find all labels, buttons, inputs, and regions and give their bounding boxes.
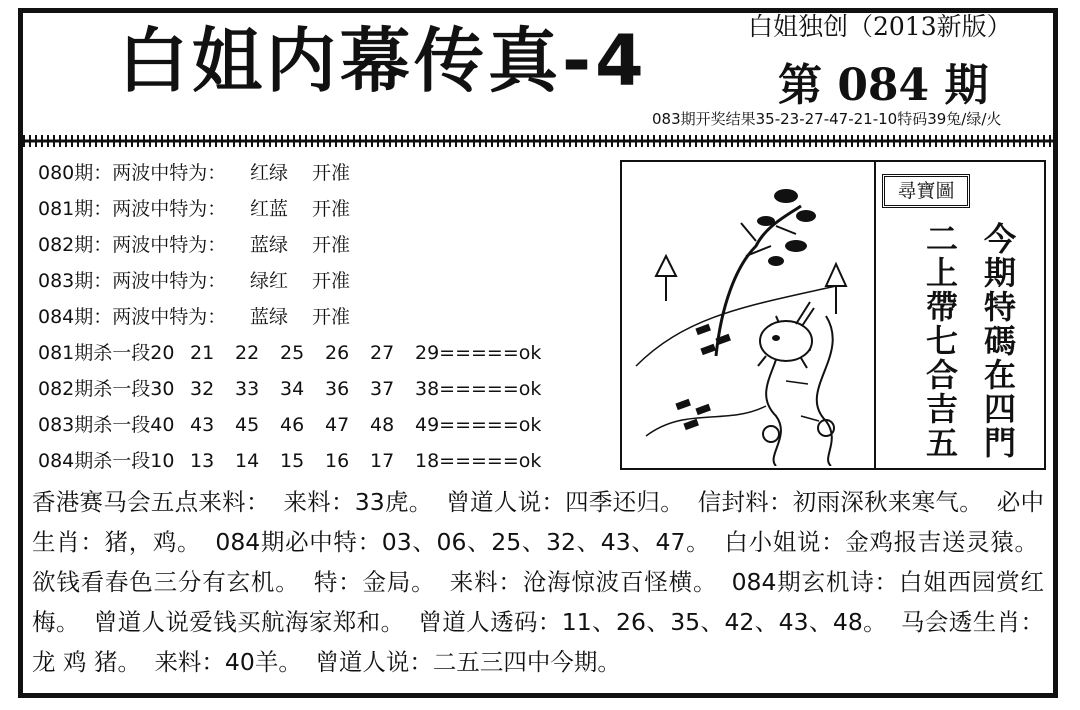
picture-divider <box>874 160 876 470</box>
history-list <box>38 158 608 482</box>
list-item: 082期杀一段30 32 33 34 36 37 38=====ok <box>38 378 542 400</box>
treasure-hint-column-1: 今期特碼在四門 <box>979 222 1017 460</box>
issue-number: 第 084 期 <box>778 60 989 111</box>
list-item: 081期杀一段20 21 22 25 26 27 29=====ok <box>38 342 542 364</box>
info-paragraph: 香港赛马会五点来料： 来料：33虎。 曾道人说：四季还归。 信封料：初雨深秋来寒气。 必中生肖：猪，鸡。 084期必中特：03、06、25、32、43、47。 白小姐说：金鸡报吉送灵猿。 欲钱看春色三分有玄机。 特：金局。 来料：沧海惊波百怪横。 084期玄机诗：白姐西园赏红梅。 曾道人说爱钱买航海家郑和。 曾道人透码：11、26、35、42、43、48。 马会透生肖：龙 鸡 猪。 来料：40羊。 曾道人说：二五三四中今期。 <box>32 488 1045 676</box>
page-title: 白姐内幕传真-4 <box>118 20 648 102</box>
decorative-divider <box>22 134 1054 148</box>
previous-result: 083期开奖结果35-23-27-47-21-10特码39兔/绿/火 <box>652 110 1002 128</box>
list-item: 082期：两波中特为： 蓝绿 开准 <box>38 234 351 256</box>
list-item: 084期杀一段10 13 14 15 16 17 18=====ok <box>38 450 542 472</box>
list-item: 083期杀一段40 43 45 46 47 48 49=====ok <box>38 414 542 436</box>
treasure-hint-column-2: 二上帶七合吉五 <box>921 222 959 460</box>
edition-label: 白姐独创（2013新版） <box>748 12 1012 41</box>
treasure-map-illustration <box>626 166 878 466</box>
list-item: 083期：两波中特为： 绿红 开准 <box>38 270 351 292</box>
list-item: 084期：两波中特为： 蓝绿 开准 <box>38 306 351 328</box>
list-item: 081期：两波中特为： 红蓝 开准 <box>38 198 351 220</box>
list-item: 080期：两波中特为： 红绿 开准 <box>38 162 351 184</box>
treasure-seal: 尋寶圖 <box>882 174 970 208</box>
